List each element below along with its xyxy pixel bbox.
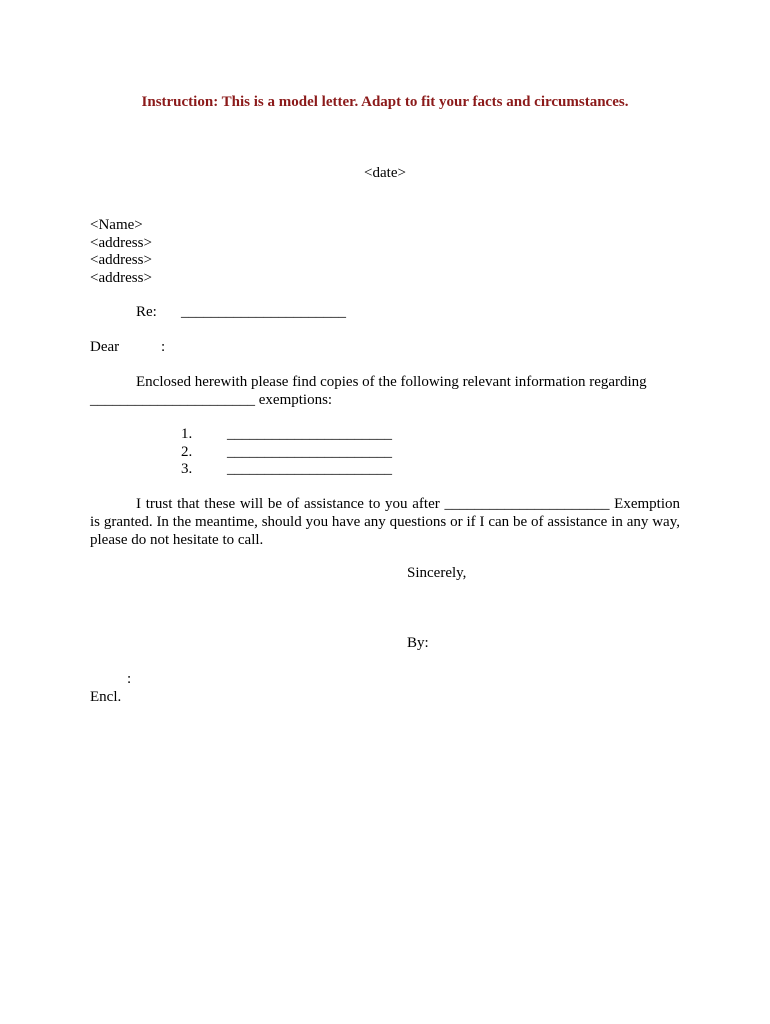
paragraph-enclosed [90,373,680,409]
salutation-label: Dear [90,339,120,355]
list-item-blank: ______________________ [227,444,392,460]
recipient-address-line-3: <address> [90,270,152,286]
paragraph-enclosed-tail: exemptions: [255,392,333,408]
closing: Sincerely, [407,565,467,581]
salutation-colon: : [161,339,166,355]
list-item-blank: ______________________ [227,426,392,442]
list-item-number: 2. [181,444,193,460]
recipient-address-line-1: <address> [90,235,152,251]
list-item-blank: ______________________ [227,461,392,477]
re-label: Re: [136,304,157,320]
list-item-number: 1. [181,426,193,442]
paragraph-trust-blank: ______________________ [444,496,610,512]
paragraph-enclosed-blank: ______________________ [90,392,255,408]
paragraph-trust-part1: I trust that these will be of assistance to you after [136,496,445,512]
recipient-address-line-2: <address> [90,252,152,268]
paragraph-trust-part2: Exemption is granted. In the meantime, should you have any questions or if I can be of assistance in any way, please do not hesitate to call. [90,496,680,548]
enclosure-label: Encl. [90,689,122,705]
recipient-name: <Name> [90,217,143,233]
signature-by-label: By: [407,635,429,651]
list-item-number: 3. [181,461,193,477]
paragraph-enclosed-last-line [90,391,680,409]
paragraph-enclosed-text: Enclosed herewith please find copies of the following relevant information regarding [136,374,647,390]
letter-date: <date> [364,165,406,181]
footer-colon: : [127,671,132,687]
re-blank: ______________________ [181,304,346,320]
instruction-note: Instruction: This is a model letter. Adapt to fit your facts and circumstances. [141,94,629,110]
paragraph-trust [90,495,680,549]
